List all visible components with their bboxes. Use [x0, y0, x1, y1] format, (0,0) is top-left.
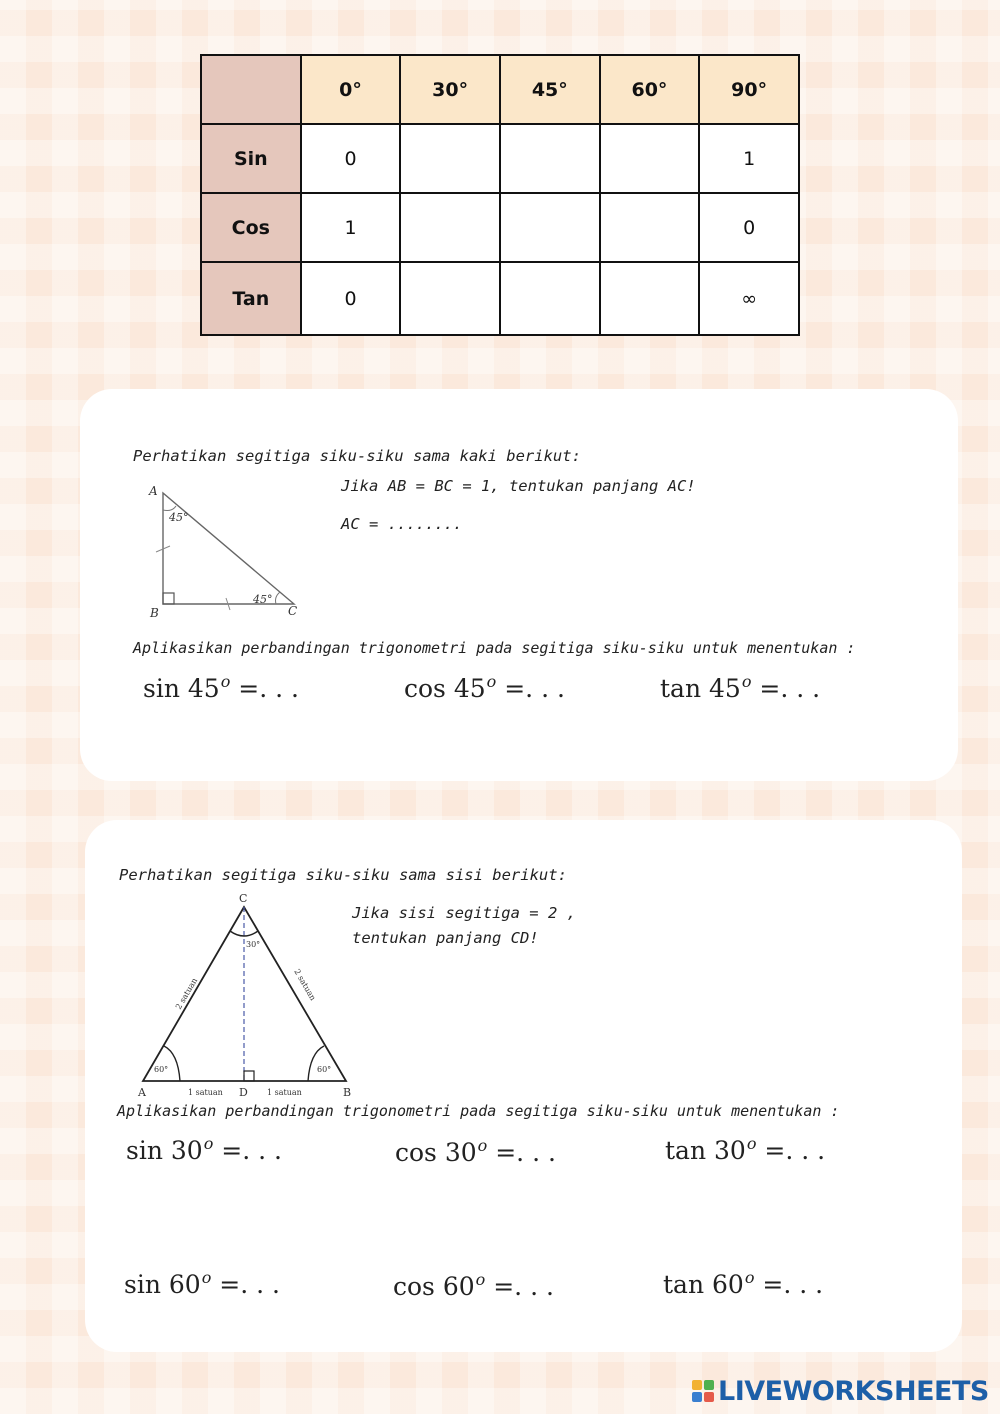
- liveworksheets-wordmark: LIVEWORKSHEETS: [718, 1375, 989, 1407]
- degree-sup: o: [741, 672, 752, 691]
- degree-sup: o: [477, 1136, 488, 1155]
- sin-60-formula[interactable]: [124, 1268, 280, 1299]
- row-label-tan: Tan: [201, 262, 301, 335]
- ac-answer-blank[interactable]: AC = ........: [341, 515, 463, 533]
- triangle-abc-outline: [163, 493, 294, 604]
- tan-60-formula[interactable]: [663, 1268, 823, 1299]
- header-0-deg: 0°: [301, 55, 401, 124]
- sin-30-answer-cell[interactable]: [400, 124, 500, 192]
- sin-30-fn: sin 30: [126, 1136, 203, 1165]
- vertex-label-d: D: [239, 1086, 248, 1099]
- degree-sup: o: [486, 672, 497, 691]
- angle-arc-a: [163, 506, 176, 511]
- card1-apply-instruction: Aplikasikan perbandingan trigonometri pada segitiga siku-siku untuk menentukan :: [133, 639, 856, 657]
- angle-arc-b: [308, 1046, 324, 1081]
- tan-30-blank: =. . .: [756, 1136, 826, 1165]
- cos-90-cell: 0: [699, 193, 799, 262]
- vertex-label-c: C: [288, 604, 298, 618]
- angle-arc-c: [276, 592, 281, 604]
- cos-30-fn: cos 30: [395, 1138, 477, 1167]
- side-label-ac: 2 satuan: [173, 976, 200, 1011]
- tan-90-cell: ∞: [699, 262, 799, 335]
- degree-sup: o: [201, 1268, 212, 1287]
- table-corner-cell: [201, 55, 301, 124]
- equilateral-triangle-figure: [134, 889, 362, 1101]
- tan-30-answer-cell[interactable]: [400, 262, 500, 335]
- trig-value-table: [200, 54, 800, 336]
- cos-45-answer-cell[interactable]: [500, 193, 600, 262]
- header-90-deg: 90°: [699, 55, 799, 124]
- right-angle-marker: [244, 1071, 254, 1081]
- right-angle-marker: [163, 593, 174, 604]
- cos-60-answer-cell[interactable]: [600, 193, 700, 262]
- card2-question-line2: tentukan panjang CD!: [352, 929, 539, 947]
- degree-sup: o: [220, 672, 231, 691]
- card2-apply-instruction: Aplikasikan perbandingan trigonometri pada segitiga siku-siku untuk menentukan :: [117, 1102, 840, 1120]
- angle-label-c: 45°: [253, 593, 273, 606]
- header-60-deg: 60°: [600, 55, 700, 124]
- base-label-db: 1 satuan: [267, 1088, 302, 1097]
- sin-60-fn: sin 60: [124, 1270, 201, 1299]
- sin-45-answer-cell[interactable]: [500, 124, 600, 192]
- sin-0-cell: 0: [301, 124, 401, 192]
- cos-45-blank: =. . .: [496, 674, 565, 703]
- degree-sup: o: [746, 1134, 757, 1153]
- liveworksheets-logo[interactable]: [692, 1374, 989, 1408]
- sin-45-fn: sin 45: [143, 674, 220, 703]
- card2-intro-text: Perhatikan segitiga siku-siku sama sisi berikut:: [119, 866, 567, 884]
- tan-45-fn: tan 45: [660, 674, 741, 703]
- degree-sup: o: [744, 1268, 755, 1287]
- angle-label-a: 45°: [169, 511, 189, 524]
- cos-60-formula[interactable]: [393, 1270, 554, 1301]
- degree-sup: o: [203, 1134, 214, 1153]
- tan-45-formula[interactable]: [660, 672, 820, 703]
- tan-45-blank: =. . .: [751, 674, 821, 703]
- tan-0-cell: 0: [301, 262, 401, 335]
- sin-30-blank: =. . .: [213, 1136, 282, 1165]
- row-label-cos: Cos: [201, 193, 301, 262]
- cos-45-fn: cos 45: [404, 674, 486, 703]
- tan-45-answer-cell[interactable]: [500, 262, 600, 335]
- cos-30-blank: =. . .: [487, 1138, 556, 1167]
- side-label-bc: 2 satuan: [292, 967, 318, 1003]
- sin-30-formula[interactable]: [126, 1134, 282, 1165]
- sin-45-blank: =. . .: [230, 674, 299, 703]
- sin-90-cell: 1: [699, 124, 799, 192]
- cos-30-formula[interactable]: [395, 1136, 556, 1167]
- sin-45-formula[interactable]: [143, 672, 299, 703]
- cos-60-blank: =. . .: [485, 1272, 554, 1301]
- tan-60-answer-cell[interactable]: [600, 262, 700, 335]
- angle-label-b: 60°: [317, 1065, 332, 1074]
- vertex-label-a: A: [149, 484, 158, 498]
- liveworksheets-icon: [692, 1380, 714, 1402]
- header-45-deg: 45°: [500, 55, 600, 124]
- base-label-ad: 1 satuan: [188, 1088, 223, 1097]
- sin-60-blank: =. . .: [211, 1270, 280, 1299]
- tan-60-blank: =. . .: [754, 1270, 824, 1299]
- vertex-label-c: C: [239, 892, 248, 905]
- row-label-sin: Sin: [201, 124, 301, 192]
- card1-intro-text: Perhatikan segitiga siku-siku sama kaki berikut:: [133, 447, 581, 465]
- header-30-deg: 30°: [400, 55, 500, 124]
- tan-60-fn: tan 60: [663, 1270, 744, 1299]
- vertex-label-b: B: [150, 606, 159, 620]
- cos-60-fn: cos 60: [393, 1272, 475, 1301]
- vertex-label-a: A: [138, 1086, 146, 1099]
- tan-30-fn: tan 30: [665, 1136, 746, 1165]
- degree-sup: o: [475, 1270, 486, 1289]
- angle-label-a: 60°: [154, 1065, 169, 1074]
- isosceles-right-triangle-figure: [136, 480, 368, 625]
- card2-question-line1: Jika sisi segitiga = 2 ,: [352, 904, 576, 922]
- cos-30-answer-cell[interactable]: [400, 193, 500, 262]
- tan-30-formula[interactable]: [665, 1134, 825, 1165]
- angle-label-c: 30°: [246, 940, 261, 949]
- card1-question-text: Jika AB = BC = 1, tentukan panjang AC!: [341, 477, 696, 495]
- cos-0-cell: 1: [301, 193, 401, 262]
- cos-45-formula[interactable]: [404, 672, 565, 703]
- sin-60-answer-cell[interactable]: [600, 124, 700, 192]
- angle-arc-a: [164, 1046, 180, 1081]
- vertex-label-b: B: [343, 1086, 352, 1099]
